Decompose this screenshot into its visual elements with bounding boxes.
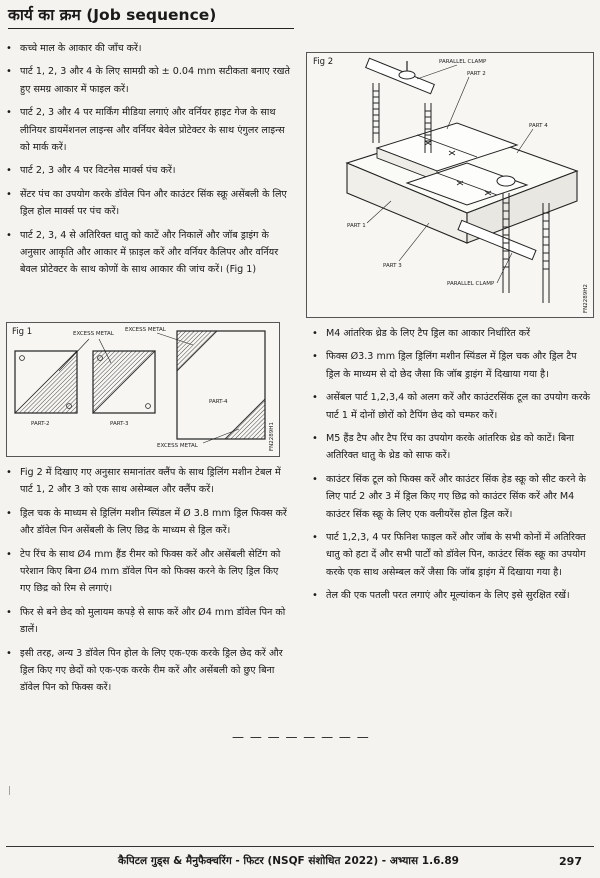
list-item: • पार्ट 1, 2, 3 और 4 के लिए सामग्री को ± 0.04 mm सटीकता बनाए रखते हुए समग्र आकार में फाइल करें।: [6, 63, 290, 98]
fig2-clamp-top-label: PARALLEL CLAMP: [439, 59, 487, 65]
job-steps-list-1: [6, 40, 290, 285]
fig1-drawing: [7, 323, 279, 456]
fig2-part3-label: PART 3: [383, 263, 402, 269]
page-number: 297: [559, 855, 582, 868]
list-item: • पार्ट 2, 3 और 4 पर मार्किंग मीडिया लगाएं और वर्नियर हाइट गेज के साथ लीनियर डायमेंशनल लाइन्स और वर्नियर बेवेल प्रोटेक्टर के साथ एंगुलर लाइन्स को मार्क करें।: [6, 104, 290, 156]
list-item: • पार्ट 2, 3 और 4 पर विटनेस मार्क्स पंच करें।: [6, 162, 290, 179]
fig1-part3-label: PART-3: [110, 421, 129, 427]
part2-hole-icon: [20, 356, 25, 361]
fig2-clamp-bottom-label: PARALLEL CLAMP: [447, 281, 495, 287]
part3-hole-icon: [146, 404, 151, 409]
footer-title: कैपिटल गुड्स & मैनुफैक्चरिंग - फिटर (NSQF संशोधित 2022) - अभ्यास 1.6.89: [118, 855, 459, 867]
fig1-part4-label: PART-4: [209, 399, 228, 405]
heading-rule: [8, 28, 294, 29]
fig2-title: Fig 2: [313, 57, 334, 67]
list-item: • टेप रिंच के साथ Ø4 mm हैंड रीमर को फिक्स करें और असेंबली सेटिंग को परेशान किए बिना Ø4 mm डॉवेल पिन को फिक्स करने के लिए ड्रिल किए गए छिद्र को रिम से लगाएं।: [6, 546, 290, 598]
fig1-code: FN2289H1: [269, 422, 275, 451]
fig1-excess-label-3: EXCESS METAL: [157, 443, 198, 449]
fig2-drawing: [307, 53, 593, 317]
list-item: • पार्ट 1,2,3, 4 पर फिनिश फाइल करें और जॉब के सभी कोनों में अतिरिक्त धातु को हटा दें और सभी पार्टों को डॉवेल पिन, काउंटर सिंक स्क्रू का उपयोग करके एक साथ असेम्बल करें जैसा कि जॉब ड्राइंग में दिखाया गया है।: [312, 529, 590, 581]
fig1-part2-label: PART-2: [31, 421, 50, 427]
list-item: • कच्चे माल के आकार की जाँच करें।: [6, 40, 290, 57]
bottom-clamp-knob: [497, 176, 515, 186]
list-item: • काउंटर सिंक टूल को फिक्स करें और काउंटर सिंक हेड स्क्रू को सीट करने के लिए पार्ट 2 और 3 में ड्रिल किए गए छिद्र को काउंटर सिंक करें और M4 काउंटर सिंक स्क्रू के लिए एक क्लीयरेंस होल ड्रिल करें।: [312, 471, 590, 523]
list-item: • सेंटर पंच का उपयोग करके डॉवेल पिन और काउंटर सिंक स्क्रू असेंबली के लिए ड्रिल होल मार्क्स पर पंच करें।: [6, 186, 290, 221]
list-item: • ड्रिल चक के माध्यम से ड्रिलिंग मशीन स्पिंडल में Ø 3.8 mm ड्रिल फिक्स करें और डॉवेल पिन असेंबली के लिए छिद्र के माध्यम से ड्रिल करें।: [6, 505, 290, 540]
list-item: • Fig 2 में दिखाए गए अनुसार समानांतर क्लैंप के साथ ड्रिलिंग मशीन टेबल में पार्ट 1, 2 और 3 को एक साथ असेम्बल और क्लैंप करें।: [6, 464, 290, 499]
top-clamp-knob: [399, 71, 415, 79]
list-item: • पार्ट 2, 3, 4 से अतिरिक्त धातु को काटें और निकालें और जॉब ड्राइंग के अनुसार आकृति और आकार में फ़ाइल करें और वर्नियर कैलिपर और वर्नियर बेवल प्रोटेक्टर के साथ कोणों के साथ आकार की जांच करें। (Fig 1): [6, 227, 290, 279]
list-item: • तेल की एक पतली परत लगाएं और मूल्यांकन के लिए इसे सुरक्षित रखें।: [312, 587, 590, 604]
list-item: • M5 हैंड टैप और टैप रिंच का उपयोग करके आंतरिक थ्रेड को काटें। बिना अतिरिक्त धातु के थ्रेड को साफ करें।: [312, 430, 590, 465]
list-item: • फिर से बने छेद को मुलायम कपड़े से साफ करें और Ø4 mm डॉवेल पिन को डालें।: [6, 604, 290, 639]
job-steps-list-2: [6, 464, 290, 703]
end-marker: — — — — — — — —: [232, 730, 370, 744]
fig2-part1-label: PART 1: [347, 223, 366, 229]
figure-1: [6, 322, 280, 457]
fig1-excess-label-2: EXCESS METAL: [125, 327, 166, 333]
figure-2: [306, 52, 594, 318]
page-heading: कार्य का क्रम (Job sequence): [8, 6, 217, 24]
list-item: • इसी तरह, अन्य 3 डॉवेल पिन होल के लिए एक-एक करके ड्रिल छेद करें और ड्रिल किए गए छेदों को एक-एक करके रीम करें और असेंबली को छुए बिना डॉवेल पिन को फिक्स करें।: [6, 645, 290, 697]
list-item: • M4 आंतरिक थ्रेड के लिए टैप ड्रिल का आकार निर्धारित करें: [312, 325, 590, 342]
part4-excess-top: [177, 331, 217, 371]
fig1-excess-label-1: EXCESS METAL: [73, 331, 114, 337]
fig2-part4-label: PART 4: [529, 123, 548, 129]
list-item: • असेंबल पार्ट 1,2,3,4 को अलग करें और काउंटरसिंक टूल का उपयोग करके पार्ट 1 में दोनों छोरों को टैपिंग छेद को चम्फर करें।: [312, 389, 590, 424]
job-steps-list-3: [312, 325, 590, 611]
part3-excess: [93, 351, 155, 413]
fig2-part2-label: PART 2: [467, 71, 486, 77]
fig2-code: FN2289H2: [583, 284, 589, 313]
list-item: • फिक्स Ø3.3 mm ड्रिल ड्रिलिंग मशीन स्पिंडल में ड्रिल चक और ड्रिल टैप ड्रिल के माध्यम से दो छेद जैसा कि जॉब ड्राइंग में दिखाया गया है।: [312, 348, 590, 383]
footer-rule: [6, 846, 594, 847]
margin-mark: |: [8, 786, 12, 796]
part4-excess-bottom: [225, 399, 265, 439]
fig1-title: Fig 1: [12, 327, 33, 337]
